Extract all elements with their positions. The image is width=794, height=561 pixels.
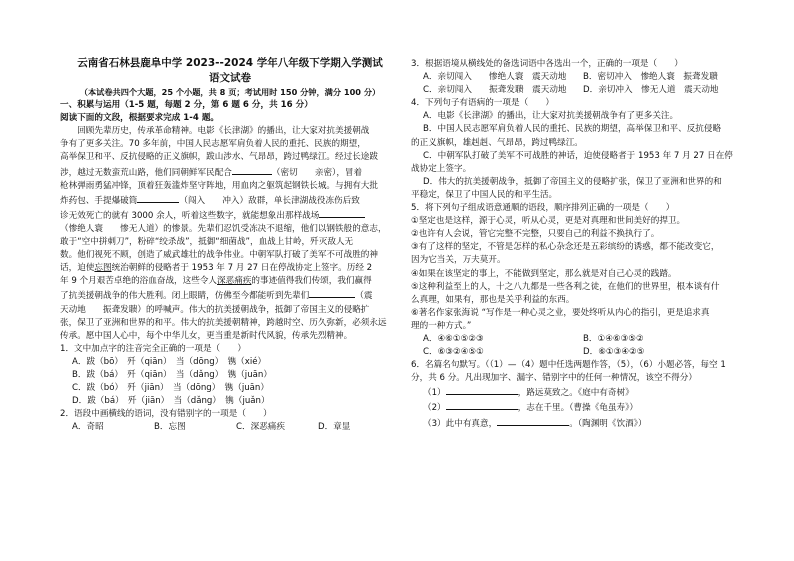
passage-line: 敢于“空中拼刺刀”，粉碎“绞杀战”，抵御“细菌战”，血战上甘岭，歼灭敌人无 — [60, 237, 354, 248]
option-d[interactable]: D．跋（bá） 歼（jiān） 当（dǎng） 镌（juǎn） — [72, 396, 270, 407]
option-a[interactable]: A．奇昭 — [72, 422, 104, 433]
passage-line: 炸药包、手提爆破筒 （闯入 冲入）敌群，单长津湖战役冻伤后致 — [60, 193, 400, 208]
underlined-word: 忘图 — [94, 263, 112, 274]
sentence-3: ③有了这样的坚定，不管是怎样的私心杂念还是五彩缤纷的诱惑，都不能改变它， — [411, 242, 720, 253]
option-b[interactable]: B．中国人民志愿军肩负着人民的重托、民族的期望，高举保卫和平、反抗侵略 — [423, 124, 722, 135]
sentence-6-cont: 理的一种方式。” — [411, 320, 472, 331]
option-b-cont: 的正义旗帜，雄赳赳、气昂昂，跨过鸭绿江。 — [411, 137, 583, 148]
answer-blank — [309, 288, 355, 298]
question-4 — [411, 97, 743, 202]
option-b[interactable]: B．①④⑥③⑤② — [583, 333, 644, 344]
passage-line: 争有了更多关注。70 多年前，中国人民志愿军肩负着人民的重托、民族的期望， — [60, 139, 366, 150]
question-stem: 2．语段中画横线的语词，没有错别字的一项是（ ） — [60, 409, 272, 420]
options-row — [411, 346, 743, 359]
option-c[interactable]: C．亲切闯入 振聋发聩 震天动地 — [423, 85, 567, 96]
passage-line: 诊无效死亡的就有 3000 余人，听着这些数字，就能想象出那样战场 — [60, 208, 400, 223]
sentence-5: ⑤这种利益至上的人，十之八九都是一些各利之徒，在他们的世界里，根本谈有什 — [411, 281, 720, 292]
section-heading: 一、积累与运用（1-5 题，每题 2 分，第 6 题 6 分，共 16 分） — [60, 100, 313, 111]
passage-line: 话，迫使忘图统治朝鲜的侵略者于 1953 年 7 月 27 日在停战协定上签字。历经 2 — [60, 263, 373, 274]
option-d[interactable]: D．章显 — [318, 422, 351, 433]
option-d-cont: 平稳定，保卫了中国人民的和平生活。 — [411, 189, 558, 200]
option-a[interactable]: A．电影《长津湖》的播出，让大家对抗美援朝战争有了更多关注。 — [423, 111, 679, 122]
passage-line: 年 9 个月艰苦卓绝的浴血奋战，这些令人深恶痛疾的事迹值得我们传颂，我们赢得 — [60, 276, 372, 287]
answer-blank — [319, 208, 365, 218]
reading-instruction: 阅读下面的文段，根据要求完成 1-4 题。 — [60, 113, 220, 124]
passage-line: 了抗美援朝战争的伟大胜利。闭上眼睛，仿佛至今都能听到先辈们 （震 — [60, 288, 400, 303]
sentence-2: ②也许有人会说，管它完整不完整，只要自己的利益不换执行了。 — [411, 229, 660, 240]
answer-blank — [137, 193, 179, 203]
passage-line: 回顾先辈历史，传承革命精神。电影《长津湖》的播出，让大家对抗美援朝战 — [77, 126, 370, 137]
option-d[interactable]: D．⑥①③④②⑤ — [583, 347, 645, 358]
reading-passage — [60, 125, 400, 343]
option-b[interactable]: B．密切冲入 惨绝人寰 振聋发聩 — [583, 72, 718, 83]
question-6 — [411, 359, 743, 430]
recitation-item-2: （2） ，志在千里。（曹操《龟虽寿》） — [411, 400, 743, 415]
question-3 — [411, 58, 743, 97]
options-row — [411, 84, 743, 97]
question-stem: 4．下列句子有语病的一项是（ ） — [411, 98, 554, 109]
recitation-item-1: （1） ，路远莫致之。《庭中有奇树》 — [411, 385, 743, 400]
exam-title: 云南省石林县鹿阜中学 2023--2024 学年八年级下学期入学测试 — [77, 57, 383, 69]
options-row — [411, 333, 743, 346]
passage-line: 高举保卫和平、反抗侵略的正义旗帜，跋山涉水、气昂昂，跨过鸭绿江。经过长途跋 — [60, 152, 378, 163]
option-d[interactable]: D．伟大的抗美援朝战争，抵御了帝国主义的侵略扩张，保卫了亚洲和世界的和 — [423, 176, 722, 187]
question-1 — [60, 343, 400, 408]
question-2 — [60, 408, 400, 434]
exam-note: （本试卷共四个大题，25 个小题，共 8 页；考试用时 150 分钟，满分 100 分） — [79, 87, 381, 97]
option-b[interactable]: B．跋（bá） 歼（qiān） 当（dǎng） 镌（juān） — [72, 369, 272, 380]
sentence-3-cont: 因为它当关，万夫莫开。 — [411, 255, 506, 266]
passage-line: 张，保卫了亚洲和世界的和平。伟大的抗美援朝精神，跨越时空、历久弥新，必须永远 — [60, 317, 387, 328]
options-row — [411, 71, 743, 84]
answer-blank — [232, 165, 272, 175]
option-c[interactable]: C．深恶痛疾 — [236, 422, 285, 433]
answer-blank[interactable] — [446, 385, 518, 395]
option-d[interactable]: D．亲切冲入 惨无人道 震天动地 — [583, 85, 719, 96]
answer-blank[interactable] — [446, 400, 518, 410]
left-column — [60, 0, 400, 434]
sentence-6: ⑥著名作家张海说 “写作是一种心灵之业，要处终听从内心的指引，更是追求真 — [411, 307, 710, 318]
question-stem: 5．将下列句子组成语意通顺的语段，顺序排列正确的一项是（ ） — [411, 203, 675, 214]
question-stem: 6．名篇名句默写。（（1）—（4）题中任选两题作答，（5），（6）小题必答，每空 1 — [411, 360, 726, 371]
question-stem: 1．文中加点字的注音完全正确的一项是（ ） — [60, 343, 246, 354]
answer-blank[interactable] — [497, 416, 569, 426]
option-c[interactable]: C．跋（bó） 歼（jiān） 当（dōng） 镌（juān） — [72, 383, 269, 394]
option-a[interactable]: A．跋（bō） 歼（qiān） 当（dōng） 镌（xié） — [72, 356, 267, 367]
passage-line: 天动地 振聋发聩）的呼喊声。伟大的抗美援朝战争，抵御了帝国主义的侵略扩 — [60, 304, 370, 315]
question-stem-cont: 分，共 6 分。凡出现加字、漏字、错别字中的任何一种情况，该空不得分） — [411, 373, 697, 384]
right-column — [411, 58, 743, 431]
option-a[interactable]: A．④⑥①⑤②③ — [423, 333, 484, 344]
sentence-1: ①坚定也是这样，源于心灵，听从心灵，更是对真理和世间美好的捍卫。 — [411, 216, 686, 227]
passage-line: 涉，越过无数蛮荒山路，他们同朝鲜军民配合 （密切 亲密），冒着 — [60, 165, 400, 180]
passage-line: 传承。愿中国人心中，每个中华儿女，更当重是新时代风貌，传承先烈精神。 — [60, 330, 353, 341]
passage-line: 数。他们视死不顾，创造了威武雄壮的战争伟业。中朝军队打破了美军不可战胜的神 — [60, 250, 378, 261]
question-stem: 3．根据语境从横线处的备选词语中各选出一个，正确的一项是（ ） — [411, 59, 683, 69]
sentence-4: ④如果在该坚定的事上，不能做到坚定，那么就是对自己心灵的践踏。 — [411, 268, 677, 279]
option-b[interactable]: B．忘图 — [154, 422, 186, 433]
option-a[interactable]: A．亲切闯入 惨绝人寰 震天动地 — [423, 72, 567, 83]
options-row — [60, 421, 400, 434]
option-c[interactable]: C．中朝军队打破了美军不可战胜的神话，迫使侵略者于 1953 年 7 月 27 日在停 — [423, 150, 733, 161]
exam-subtitle: 语文试卷 — [209, 72, 251, 84]
question-5 — [411, 202, 743, 359]
sentence-5-cont: 么真理，如果有，那也是关乎利益的东西。 — [411, 294, 575, 305]
recitation-item-3: （3）此中有真意， 。（陶渊明《饮酒》） — [411, 416, 743, 431]
option-c[interactable]: C．⑥③②④⑤① — [423, 347, 484, 358]
passage-line: （惨绝人寰 惨无人道）的惨景。先辈们忍饥受冻决不退缩，他们以钢铁般的意志， — [60, 223, 387, 234]
passage-line: 枪林弹雨勇猛冲锋，顶着狂轰滥炸坚守阵地，用血肉之躯筑起钢铁长城。与拥有大批 — [60, 180, 378, 191]
option-c-cont: 战协定上签字。 — [411, 163, 472, 174]
underlined-word: 深恶痛疾 — [217, 276, 252, 287]
